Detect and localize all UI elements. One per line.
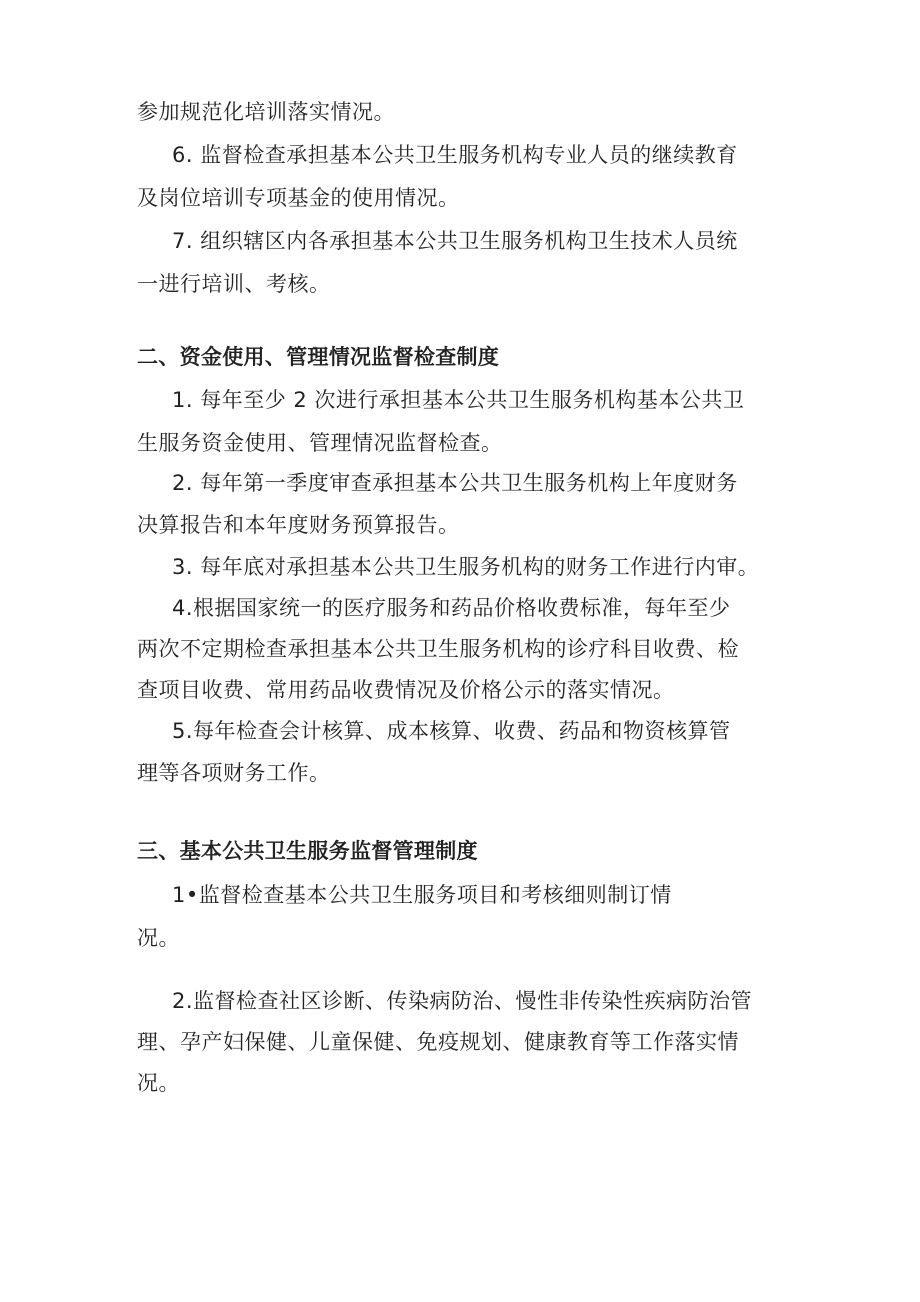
s2-item-4-line-1: 4.根据国家统一的医疗服务和药品价格收费标准，每年至少 <box>172 596 731 620</box>
item-7-line-2: 一进行培训、考核。 <box>137 272 331 296</box>
s2-item-5-line-2: 理等各项财务工作。 <box>137 761 331 785</box>
s3-item-1-line-1: 1•监督检查基本公共卫生服务项目和考核细则制订情 <box>172 883 672 907</box>
s2-item-5-line-1: 5.每年检查会计核算、成本核算、收费、药品和物资核算管 <box>172 719 731 743</box>
s3-item-2-line-1: 2.监督检查社区诊断、传染病防治、慢性非传染性疾病防治管 <box>172 989 753 1013</box>
intro-line-1: 参加规范化培训落实情况。 <box>137 100 395 124</box>
s2-item-3-line-1: 3. 每年底对承担基本公共卫生服务机构的财务工作进行内审。 <box>172 555 760 579</box>
s3-item-1-line-2: 况。 <box>137 926 180 950</box>
item-6-line-1: 6. 监督检查承担基本公共卫生服务机构专业人员的继续教育 <box>172 143 738 167</box>
s2-item-4-line-2: 两次不定期检查承担基本公共卫生服务机构的诊疗科目收费、检 <box>137 637 739 661</box>
s3-item-2-line-3: 况。 <box>137 1071 180 1095</box>
section-3-heading: 三、基本公共卫生服务监督管理制度 <box>137 839 478 863</box>
item-7-line-1: 7. 组织辖区内各承担基本公共卫生服务机构卫生技术人员统 <box>172 229 738 253</box>
s2-item-2-line-1: 2. 每年第一季度审查承担基本公共卫生服务机构上年度财务 <box>172 471 738 495</box>
s2-item-1-line-2: 生服务资金使用、管理情况监督检查。 <box>137 431 503 455</box>
s2-item-1-line-1: 1. 每年至少 2 次进行承担基本公共卫生服务机构基本公共卫 <box>172 388 745 412</box>
s3-item-2-line-2: 理、孕产妇保健、儿童保健、免疫规划、健康教育等工作落实情 <box>137 1030 739 1054</box>
item-6-line-2: 及岗位培训专项基金的使用情况。 <box>137 186 460 210</box>
s2-item-2-line-2: 决算报告和本年度财务预算报告。 <box>137 513 460 537</box>
s2-item-4-line-3: 查项目收费、常用药品收费情况及价格公示的落实情况。 <box>137 678 675 702</box>
section-2-heading: 二、资金使用、管理情况监督检查制度 <box>137 345 500 369</box>
